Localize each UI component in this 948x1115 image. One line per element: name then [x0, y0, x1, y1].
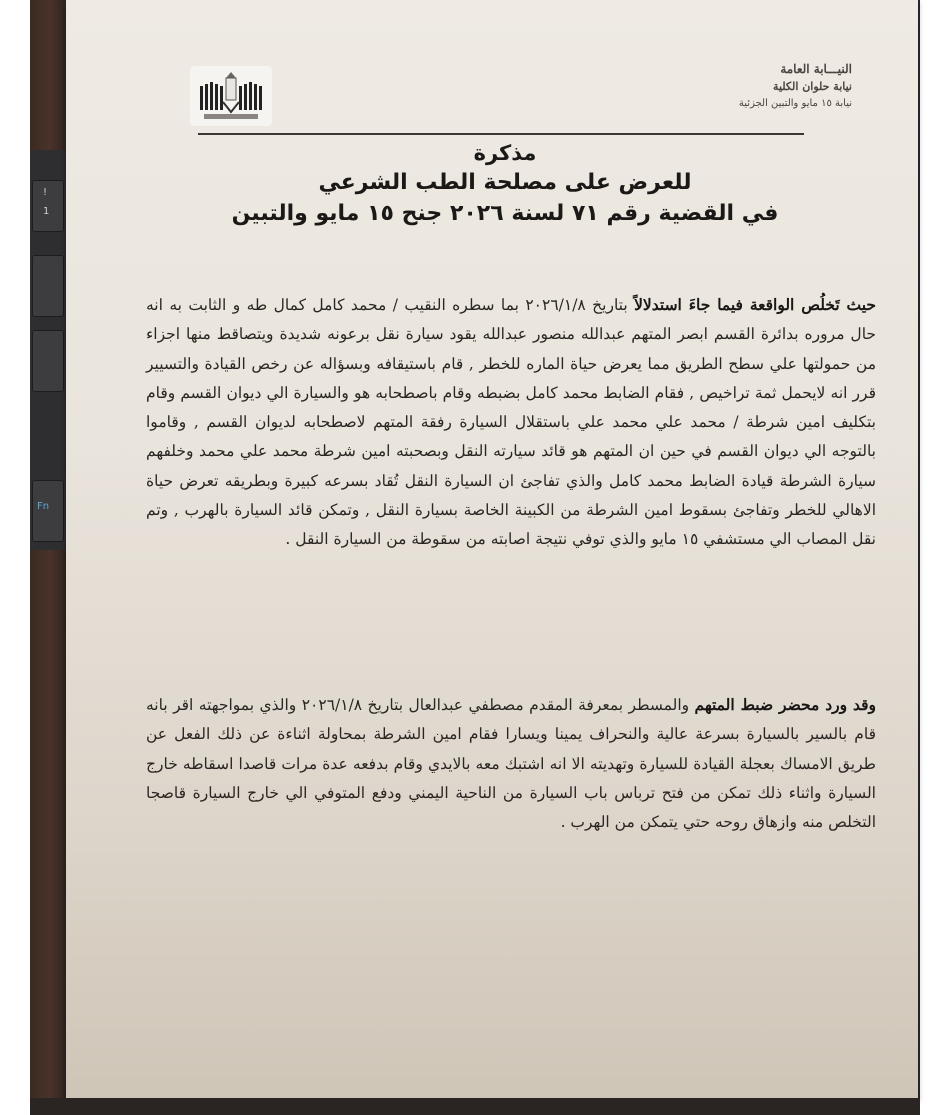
case-reference: في القضية رقم ٧١ لسنة ٢٠٢٦ جنح ١٥ مايو والتبين [231, 201, 779, 226]
header-divider [198, 133, 804, 135]
keyboard-key-1 [32, 180, 64, 232]
key-number: 1 [43, 206, 50, 217]
paragraph-lead: وقد ورد محضر ضبط المتهم [694, 695, 877, 714]
letterhead-office: نيابة ١٥ مايو والتبين الجزئية [738, 98, 852, 109]
fn-label: Fn [37, 501, 50, 512]
document-titles [150, 138, 860, 230]
letterhead-authority: النيـــابة العامة [780, 62, 852, 76]
keyboard-key-fn [32, 480, 64, 542]
keyboard-key-blank [32, 330, 64, 392]
paragraph-arrest-report [146, 690, 876, 837]
document-subject: للعرض على مصلحة الطب الشرعي [318, 170, 692, 195]
paragraph-facts [146, 290, 876, 555]
keyboard-key-blank [32, 255, 64, 317]
letterhead-district: نيابة حلوان الكلية [773, 80, 852, 93]
eagle-emblem-icon [190, 66, 272, 126]
letterhead [622, 60, 852, 112]
paragraph-body: بتاريخ ٢٠٢٦/١/٨ بما سطره النقيب / محمد كامل كمال طه و الثابت به انه حال مروره بدائرة القسم ابصر المتهم عبدالله منصور عبدالله يقود سيارة نقل برعونه شديدة ويتصاقط منها اجزاء من حمولتها علي سطح الطريق مما يعرض حياة الماره للخطر , قام باستيقافه وبسؤاله عن رخص القيادة والتسيير قرر انه لايحمل ثمة تراخيص , فقام الضابط محمد كامل بضبطه وقام باصطحابه هو والسيارة الي ديوان القسم وقام بتكليف امين شرطة / محمد علي محمد علي باستقلال السيارة رفقة المتهم لاصطحابه لديوان القسم , وقاموا بالتوجه الي ديوان القسم في حين ان المتهم هو قائد سيارته النقل وبصحبته امين شرطة محمد علي محمد وخلفهم سيارة الشرطة قيادة الضابط محمد كامل والذي تفاجئ ان السيارة النقل تُقاد بسرعه كبيرة وبطريقه تعرض حياة الاهالي للخطر وتفاجئ بسقوط امين الشرطة من الكبينة الخاصة بسيارة النقل , وتمكن قائد السيارة بالهرب , وتم نقل المصاب الي مستشفي ١٥ مايو والذي توفي نتيجة اصابته من سقوطة من السيارة النقل . [146, 296, 876, 549]
document-type: مذكرة [473, 141, 537, 165]
paragraph-lead: حيث تَخلُص الواقعة فيما جاءَ استدلالاً [634, 295, 877, 314]
desk-bottom [30, 1098, 920, 1115]
key-symbol: ! [43, 187, 48, 198]
paragraph-body: والمسطر بمعرفة المقدم مصطفي عبدالعال بتاريخ ٢٠٢٦/١/٨ والذي بمواجهته اقر بانه قام بالسير بالسيارة بسرعة عالية والنحراف يمينا ويسارا فقام امين الشرطة بمحاولة اثناءة عن ذلك الفعل عن طريق الامساك بعجلة القيادة للسيارة وتهديته الا انه اشتبك معه بالايدي وقام بدفعه عدة مرات قاصدا اسقاطه خارج السيارة واثناء ذلك تمكن من فتح ترباس باب السيارة من الناحية اليمني ودفع المتوفي الي خارج السيارة قاصجا التخلص منه وازهاق روحه حتي يتمكن من الهرب . [146, 696, 876, 832]
